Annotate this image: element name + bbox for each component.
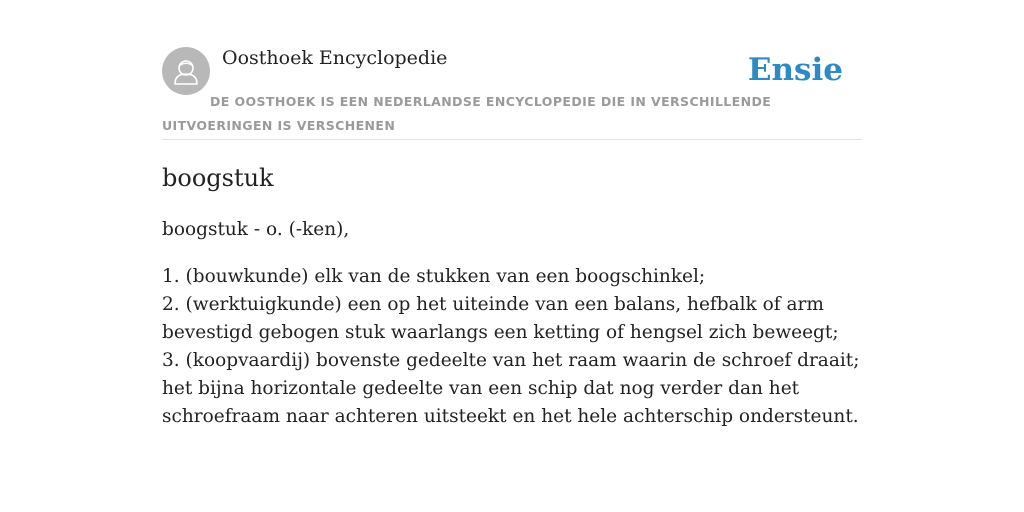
definition-item: 3. (koopvaardij) bovenste gedeelte van het raam waarin de schroef draait; het bijna horizontale gedeelte van een schip dat nog verder dan het schroefraam naar achteren uitsteekt en het hele achterschip ondersteunt. bbox=[162, 350, 860, 427]
site-description: DE OOSTHOEK IS EEN NEDERLANDSE ENCYCLOPEDIE DIE IN VERSCHILLENDE UITVOERINGEN IS VERSCHENEN bbox=[162, 94, 772, 133]
ensie-logo[interactable]: Ensie bbox=[747, 52, 843, 88]
avatar[interactable] bbox=[162, 47, 210, 95]
definition-item: 1. (bouwkunde) elk van de stukken van een boogschinkel; bbox=[162, 266, 706, 287]
page-title: boogstuk bbox=[162, 164, 274, 192]
entry-header bbox=[162, 0, 862, 140]
site-name-link[interactable]: Oosthoek Encyclopedie bbox=[222, 47, 448, 69]
user-icon bbox=[162, 47, 210, 95]
entry-lemma: boogstuk - o. (-ken), bbox=[162, 219, 350, 240]
definition-item: 2. (werktuigkunde) een op het uiteinde van een balans, hefbalk of arm bevestigd gebogen stuk waarlangs een ketting of hengsel zich beweegt; bbox=[162, 294, 839, 343]
definitions-list bbox=[162, 263, 862, 431]
page-container bbox=[162, 0, 862, 427]
